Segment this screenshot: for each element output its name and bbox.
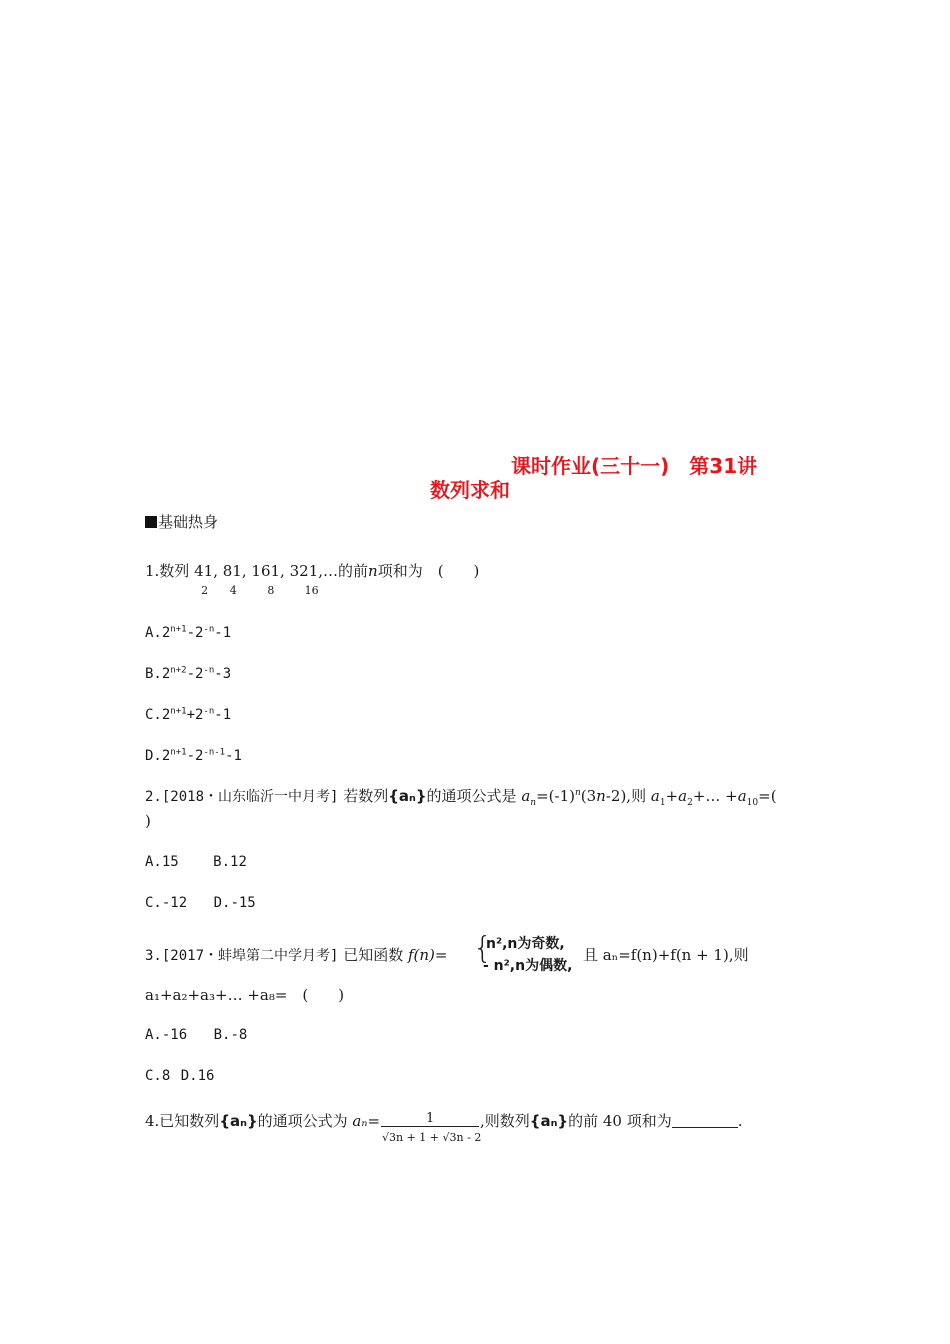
q3-an: aₙ=f(n)+f(n + 1),则 (602, 946, 749, 964)
q4-answer-blank[interactable] (672, 1113, 738, 1128)
q4-tail: ,则数列{aₙ}的前 40 项和为 . (480, 1112, 743, 1130)
q3-tail: 且 aₙ=f(n)+f(n + 1),则 (583, 946, 749, 964)
q3-option-a: A.-16 (145, 1027, 188, 1043)
q3-case-2: - n²,n为偶数, (483, 958, 573, 974)
q3-case-1: n²,n为奇数, (486, 936, 565, 952)
question-2: 2.[2018・山东临沂一中月考] 若数列{aₙ}的通项公式是 $a_n=(-1)^n(3n-2)$,则 $a_1+a_2+\dots +a_{10}=$( (145, 787, 777, 808)
section-header (145, 513, 218, 531)
q1-option-a: $A.2^{n+1}-2^{-n}-1$ (145, 624, 232, 641)
q4-sequence-2: {aₙ} (529, 1112, 569, 1130)
q4-sequence: {aₙ} (219, 1112, 258, 1130)
q4-fraction-den: √3n + 1 + √3n - 2 (382, 1131, 482, 1144)
q4-fraction-num: 1 (426, 1111, 435, 1126)
q1-option-b: $B.2^{n+2}-2^{-n}-3$ (145, 665, 232, 682)
q3-options-row1 (145, 1027, 247, 1043)
q4-fraction-bar (381, 1126, 479, 1127)
q2-option-a: A.15 (145, 854, 179, 870)
q2-close-paren: ) (145, 812, 151, 830)
q3-function: f(n) (407, 946, 435, 964)
q1-option-d: $D.2^{n+1}-2^{-n-1}-1$ (145, 747, 242, 764)
q2-option-b: B.12 (213, 854, 247, 870)
q2-source: 2.[2018・山东临沂一中月考] (145, 789, 339, 805)
q2-options-row2 (145, 895, 256, 911)
q1-term-3: 161 8 (251, 562, 281, 597)
section-label: 基础热身 (158, 513, 219, 531)
q2-option-d: D.-15 (213, 895, 256, 911)
question-1: 1.数列 41 2 , 81 4 , 161 8 , 321 16 ,…的前n项和为 ( ) (145, 562, 480, 597)
q2-options-row1 (145, 854, 247, 870)
q1-option-c: $C.2^{n+1}+2^{-n}-1$ (145, 706, 232, 723)
q3-brace: { (473, 931, 493, 966)
q1-term-2: 81 4 (222, 562, 242, 597)
section-square-icon (145, 516, 157, 528)
q3-options-row2 (145, 1068, 214, 1084)
q1-term-1: 41 2 (194, 562, 214, 597)
q1-prefix: 1.数列 (145, 562, 190, 580)
q3-source: 3.[2017・蚌埠第二中学月考] (145, 948, 339, 964)
q3-option-c: C.8 (145, 1068, 171, 1084)
q3-option-d: D.16 (180, 1068, 215, 1084)
title-line1: 课时作业(三十一) 第31讲 (511, 454, 758, 478)
page-subtitle (430, 474, 510, 503)
question-3: 3.[2017・蚌埠第二中学月考] 已知函数 f(n)= (145, 946, 448, 964)
q1-term-4: 321 16 (289, 562, 319, 597)
title-line2: 数列求和 (430, 478, 510, 502)
q2-sequence: {aₙ} (388, 787, 427, 805)
q3-option-b: B.-8 (213, 1027, 248, 1043)
q2-option-c: C.-12 (145, 895, 188, 911)
question-4: 4.已知数列{aₙ}的通项公式为 aₙ= (145, 1112, 381, 1130)
q3-line2: a₁+a₂+a₃+… +a₈= ( ) (145, 986, 345, 1004)
page-title (511, 450, 757, 479)
